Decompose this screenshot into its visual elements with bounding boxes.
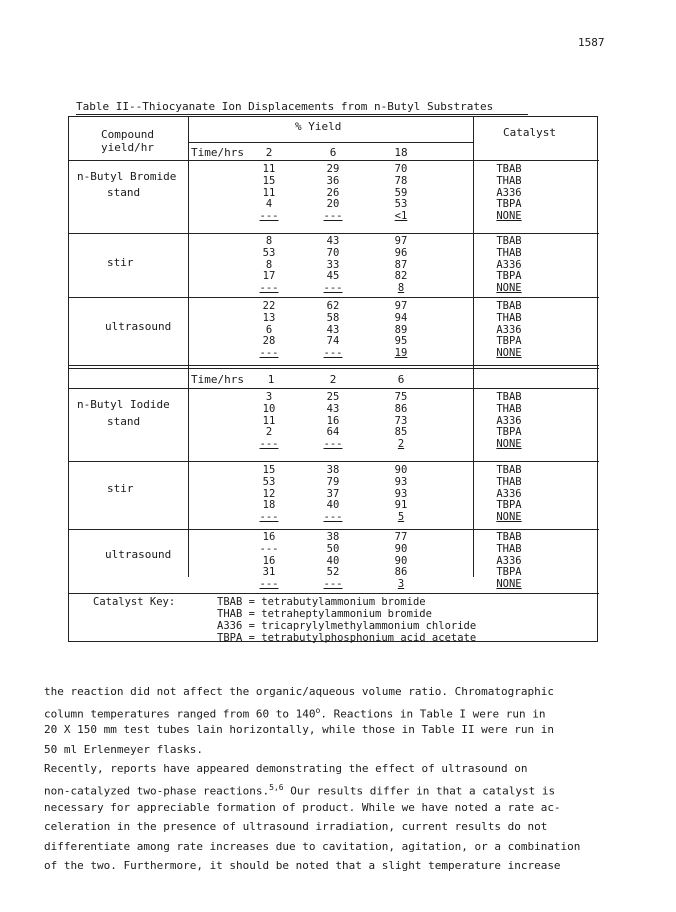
- yield-cell: 8: [397, 282, 405, 295]
- catalyst-cell: TBPA: [496, 198, 522, 211]
- yield-cell: 58: [326, 311, 340, 324]
- subheader-bottom-rule: [69, 388, 599, 389]
- paragraph-line: necessary for appreciable formation of product. While we have noted a rate ac-: [44, 801, 561, 814]
- group-divider: [69, 233, 599, 234]
- catalyst-cell: THAB: [496, 311, 522, 324]
- yield-cell: 10: [262, 402, 276, 415]
- yield-cell: 43: [326, 323, 340, 336]
- yield-cell: 3: [397, 578, 405, 591]
- yield-cell: 11: [262, 186, 276, 199]
- catalyst-key-entry: TBAB = tetrabutylammonium bromide: [217, 596, 426, 608]
- yield-cell: 40: [326, 554, 340, 567]
- yield-cell: 53: [262, 246, 276, 259]
- yield-cell: 77: [394, 531, 408, 543]
- yield-cell: 96: [394, 246, 408, 259]
- header-divider: [188, 142, 473, 143]
- group-divider: [69, 529, 599, 530]
- time-value: 6: [397, 373, 405, 386]
- yield-cell: 26: [326, 186, 340, 199]
- catalyst-cell: THAB: [496, 246, 522, 259]
- compound-name: n-Butyl Bromide: [77, 170, 177, 183]
- condition-label: ultrasound: [105, 548, 172, 561]
- yield-cell: ---: [259, 282, 279, 295]
- time-value: 2: [265, 146, 273, 159]
- catalyst-cell: A336: [496, 487, 522, 500]
- catalyst-cell: NONE: [496, 282, 522, 295]
- yield-cell: 28: [262, 335, 276, 348]
- yield-cell: 70: [326, 246, 340, 259]
- yield-cell: 2: [397, 438, 405, 451]
- catalyst-cell: TBPA: [496, 426, 522, 439]
- paragraph-line: non-catalyzed two-phase reactions.$^{5,6}$ Our results differ in that a catalyst is: [44, 783, 556, 798]
- yield-per-hour-header: yield/hr: [101, 141, 154, 154]
- yield-cell: 37: [326, 487, 340, 500]
- yield-cell: 90: [394, 464, 408, 476]
- yield-cell: 8: [265, 235, 273, 247]
- table-caption: Table II--Thiocyanate Ion Displacements from n-Butyl Substrates: [76, 100, 494, 113]
- catalyst-cell: TBPA: [496, 270, 522, 283]
- catalyst-cell: TBAB: [496, 531, 522, 543]
- yield-cell: ---: [259, 210, 279, 223]
- yield-cell: ---: [259, 347, 279, 360]
- yield-cell: 78: [394, 174, 408, 187]
- key-divider: [69, 593, 599, 594]
- yield-cell: ---: [323, 347, 343, 360]
- yield-cell: 50: [326, 542, 340, 555]
- yield-cell: 90: [394, 554, 408, 567]
- yield-cell: 12: [262, 487, 276, 500]
- paragraph-line: of the two. Furthermore, it should be noted that a slight temperature increase: [44, 859, 561, 872]
- yield-cell: 11: [262, 163, 276, 175]
- caption-underline: [76, 114, 528, 115]
- condition-label: stand: [107, 415, 141, 428]
- yield-cell: 25: [326, 391, 340, 403]
- catalyst-cell: TBAB: [496, 391, 522, 403]
- yield-cell: 6: [265, 323, 273, 336]
- condition-label: stir: [107, 256, 134, 269]
- yield-cell: ---: [259, 438, 279, 451]
- yield-cell: 59: [394, 186, 408, 199]
- yield-cell: 85: [394, 426, 408, 439]
- yield-cell: 16: [262, 554, 276, 567]
- yield-cell: 73: [394, 414, 408, 427]
- yield-cell: 52: [326, 566, 340, 579]
- yield-cell: 53: [394, 198, 408, 211]
- yield-cell: 91: [394, 499, 408, 512]
- time-header: Time/hrs: [191, 373, 244, 386]
- catalyst-cell: TBPA: [496, 499, 522, 512]
- yield-cell: 33: [326, 258, 340, 271]
- yield-cell: 15: [262, 174, 276, 187]
- yield-cell: 74: [326, 335, 340, 348]
- yield-cell: 97: [394, 300, 408, 312]
- yield-cell: ---: [259, 511, 279, 524]
- paragraph-line: 20 X 150 mm test tubes lain horizontally, while those in Table II were run in: [44, 723, 554, 736]
- results-table: [68, 116, 598, 642]
- time-value: 18: [394, 146, 408, 159]
- yield-cell: ---: [259, 542, 279, 555]
- yield-cell: 82: [394, 270, 408, 283]
- yield-cell: 89: [394, 323, 408, 336]
- yield-cell: 75: [394, 391, 408, 403]
- catalyst-cell: NONE: [496, 347, 522, 360]
- yield-cell: 31: [262, 566, 276, 579]
- yield-cell: ---: [323, 511, 343, 524]
- time-value: 6: [329, 146, 337, 159]
- yield-cell: 16: [262, 531, 276, 543]
- yield-cell: 93: [394, 475, 408, 488]
- yield-cell: 43: [326, 402, 340, 415]
- section-double-rule-bottom: [69, 368, 599, 369]
- yield-cell: 8: [265, 258, 273, 271]
- compound-column-divider: [188, 117, 189, 577]
- catalyst-key-entry: A336 = tricaprylylmethylammonium chloride: [217, 620, 477, 632]
- catalyst-cell: A336: [496, 258, 522, 271]
- catalyst-key-entry: TBPA = tetrabutylphosphonium acid acetate: [217, 632, 477, 644]
- yield-cell: 15: [262, 464, 276, 476]
- yield-cell: ---: [323, 282, 343, 295]
- yield-cell: <1: [394, 210, 408, 223]
- catalyst-cell: A336: [496, 186, 522, 199]
- paragraph-line: celeration in the presence of ultrasound irradiation, current results do not: [44, 820, 548, 833]
- catalyst-cell: NONE: [496, 438, 522, 451]
- header-bottom-rule: [69, 160, 599, 161]
- catalyst-cell: NONE: [496, 578, 522, 591]
- yield-cell: 5: [397, 511, 405, 524]
- yield-cell: 17: [262, 270, 276, 283]
- catalyst-cell: THAB: [496, 542, 522, 555]
- catalyst-cell: TBAB: [496, 464, 522, 476]
- yield-cell: 94: [394, 311, 408, 324]
- catalyst-cell: A336: [496, 323, 522, 336]
- catalyst-cell: NONE: [496, 511, 522, 524]
- catalyst-header: Catalyst: [503, 126, 556, 139]
- paragraph-line: column temperatures ranged from 60 to 140$^o$. Reactions in Table I were run in: [44, 706, 546, 721]
- catalyst-cell: THAB: [496, 174, 522, 187]
- catalyst-cell: NONE: [496, 210, 522, 223]
- catalyst-column-divider: [473, 117, 474, 577]
- yield-cell: 43: [326, 235, 340, 247]
- yield-cell: 97: [394, 235, 408, 247]
- yield-cell: ---: [259, 578, 279, 591]
- yield-cell: 62: [326, 300, 340, 312]
- catalyst-key-label: Catalyst Key:: [93, 596, 176, 608]
- yield-cell: 70: [394, 163, 408, 175]
- yield-cell: 38: [326, 464, 340, 476]
- yield-cell: 95: [394, 335, 408, 348]
- catalyst-key-entry: THAB = tetraheptylammonium bromide: [217, 608, 432, 620]
- catalyst-cell: TBAB: [496, 300, 522, 312]
- yield-cell: 13: [262, 311, 276, 324]
- yield-cell: 19: [394, 347, 408, 360]
- yield-cell: 3: [265, 391, 273, 403]
- yield-cell: 86: [394, 402, 408, 415]
- compound-header: Compound: [101, 128, 154, 141]
- yield-cell: 79: [326, 475, 340, 488]
- condition-label: ultrasound: [105, 320, 172, 333]
- condition-label: stir: [107, 482, 134, 495]
- yield-cell: ---: [323, 578, 343, 591]
- group-divider: [69, 461, 599, 462]
- catalyst-cell: TBAB: [496, 163, 522, 175]
- section-double-rule-top: [69, 365, 599, 366]
- yield-cell: 90: [394, 542, 408, 555]
- condition-label: stand: [107, 186, 141, 199]
- yield-cell: 22: [262, 300, 276, 312]
- yield-cell: 20: [326, 198, 340, 211]
- yield-cell: 29: [326, 163, 340, 175]
- yield-cell: ---: [323, 210, 343, 223]
- yield-cell: ---: [323, 438, 343, 451]
- yield-cell: 36: [326, 174, 340, 187]
- catalyst-cell: THAB: [496, 402, 522, 415]
- paragraph-line: Recently, reports have appeared demonstrating the effect of ultrasound on: [44, 762, 528, 775]
- yield-cell: 11: [262, 414, 276, 427]
- catalyst-cell: TBPA: [496, 566, 522, 579]
- yield-header: % Yield: [295, 120, 342, 133]
- yield-cell: 16: [326, 414, 340, 427]
- yield-cell: 40: [326, 499, 340, 512]
- catalyst-cell: A336: [496, 414, 522, 427]
- yield-cell: 45: [326, 270, 340, 283]
- group-divider: [69, 297, 599, 298]
- catalyst-cell: TBPA: [496, 335, 522, 348]
- yield-cell: 4: [265, 198, 273, 211]
- compound-name: n-Butyl Iodide: [77, 398, 170, 411]
- time-value: 2: [329, 373, 337, 386]
- catalyst-cell: THAB: [496, 475, 522, 488]
- time-value: 1: [267, 373, 275, 386]
- catalyst-cell: TBAB: [496, 235, 522, 247]
- yield-cell: 86: [394, 566, 408, 579]
- yield-cell: 87: [394, 258, 408, 271]
- yield-cell: 64: [326, 426, 340, 439]
- yield-cell: 18: [262, 499, 276, 512]
- yield-cell: 38: [326, 531, 340, 543]
- paragraph-line: differentiate among rate increases due to cavitation, agitation, or a combination: [44, 840, 581, 853]
- yield-cell: 2: [265, 426, 273, 439]
- paragraph-line: 50 ml Erlenmeyer flasks.: [44, 743, 203, 756]
- page-number: 1587: [578, 36, 605, 49]
- catalyst-cell: A336: [496, 554, 522, 567]
- time-header: Time/hrs: [191, 146, 244, 159]
- yield-cell: 53: [262, 475, 276, 488]
- yield-cell: 93: [394, 487, 408, 500]
- paragraph-line: the reaction did not affect the organic/aqueous volume ratio. Chromatographic: [44, 685, 554, 698]
